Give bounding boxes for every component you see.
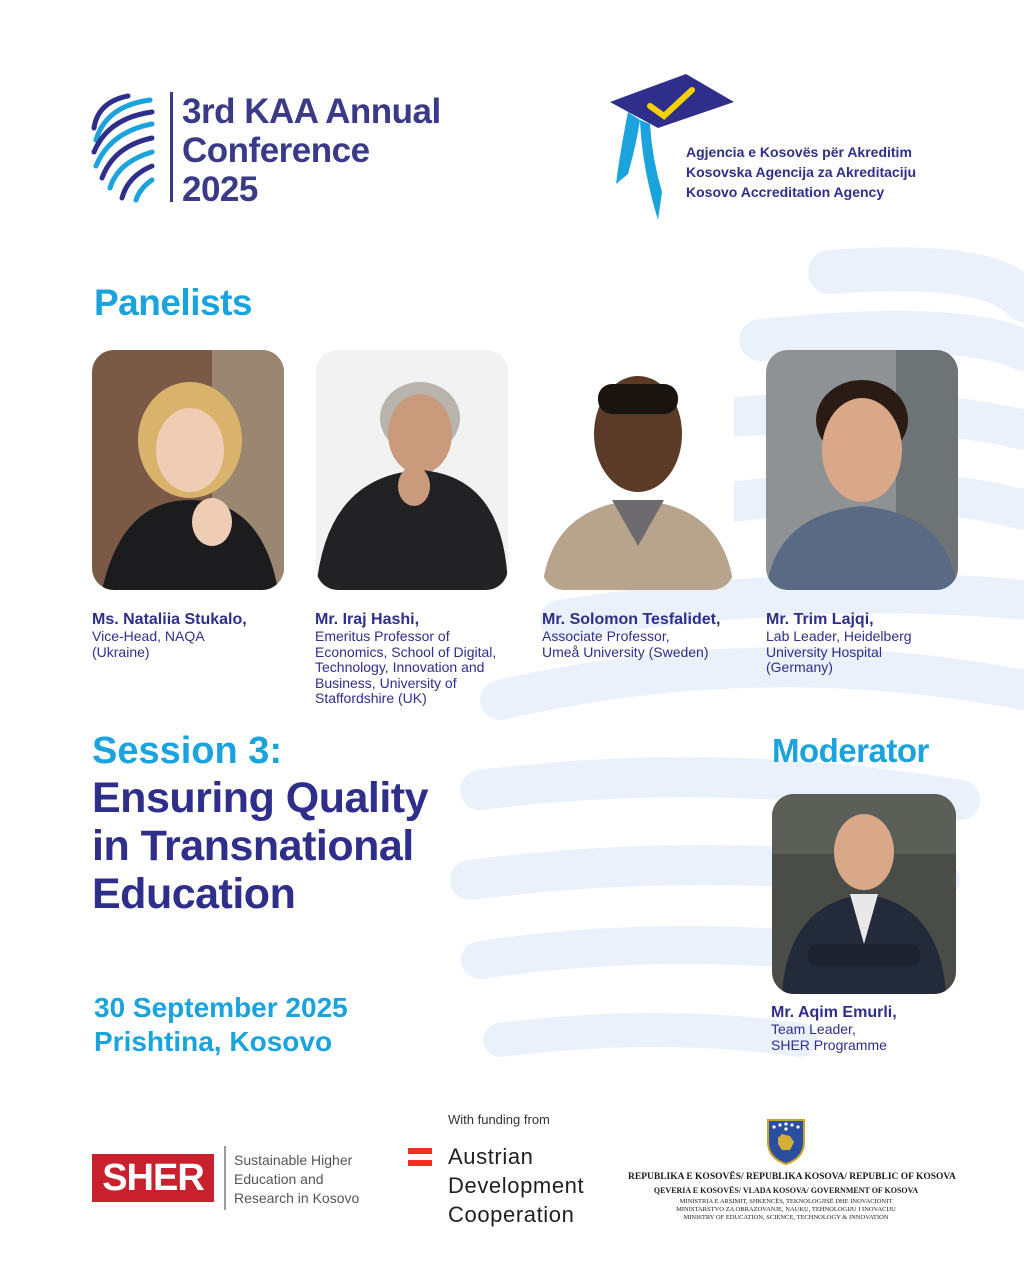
conference-title-divider [170,92,173,202]
panelist-photo [316,350,508,590]
panelist-role-line: Lab Leader, Heidelberg [766,628,912,644]
government-text-block [628,1170,956,1222]
funding-label: With funding from [448,1112,550,1127]
sher-tagline-line: Research in Kosovo [234,1190,360,1206]
gov-line-ministry: MINISTRIA E ARSIMIT, SHKENCËS, TEKNOLOGJISË DHE INOVACIONIT [679,1198,893,1205]
panelist-card [92,611,247,660]
sher-logo: SHER [92,1154,214,1202]
panelist-role [315,629,496,707]
session-label: Session 3: [92,730,283,772]
panelist-name: Ms. Nataliia Stukalo, [92,611,247,628]
panelist-card [542,611,720,660]
gov-line-republic: REPUBLIKA E KOSOVËS/ REPUBLIKA KOSOVA/ REPUBLIC OF KOSOVA [628,1172,956,1182]
moderator-role [771,1022,897,1053]
gov-line-ministry: MINISTARSTVO ZA OBRAZOVANJE, NAUKU, TEHNOLOGIJU I INOVACIJU [676,1206,896,1213]
event-place: Prishtina, Kosovo [94,1026,333,1057]
panelist-photo [92,350,284,590]
panelist-role-line: Vice-Head, NAQA [92,628,205,644]
agency-name-english: Kosovo Accreditation Agency [686,184,885,200]
panelist-role [92,629,247,660]
panelist-photo [542,350,734,590]
ada-logo-text [448,1142,584,1229]
moderator-role-line: Team Leader, [771,1021,856,1037]
sher-tagline-line: Education and [234,1171,324,1187]
moderator-photo [772,794,956,994]
conference-title-line: Conference [182,131,370,170]
ada-line: Austrian [448,1144,534,1169]
conference-title-line: 2025 [182,170,258,209]
moderator-card [771,1004,897,1053]
panelist-role-line: Umeå University (Sweden) [542,643,709,660]
event-date: 30 September 2025 [94,992,348,1023]
session-title-line: in Transnational [92,822,414,870]
conference-globe-logo [88,88,168,208]
session-title [92,774,428,918]
session-title-line: Ensuring Quality [92,774,429,822]
panelist-role-line: Emeritus Professor of [315,628,450,644]
ada-line: Cooperation [448,1202,575,1227]
kosovo-coat-of-arms-icon [764,1116,808,1166]
ada-line: Development [448,1173,585,1198]
panelists-heading: Panelists [94,282,252,323]
agency-name-serbian: Kosovska Agencija za Akreditaciju [686,164,917,180]
panelist-role-line: Economics, School of Digital, [315,643,497,660]
agency-names [686,142,916,202]
panelist-role-line: University Hospital [766,643,882,660]
panelist-name: Mr. Trim Lajqi, [766,611,874,628]
moderator-role-line: SHER Programme [771,1036,887,1053]
panelist-role-line: Technology, Innovation and [315,659,485,675]
panelist-role-line: Staffordshire (UK) [315,690,427,706]
panelist-name: Mr. Solomon Tesfalidet, [542,611,721,628]
conference-title-line: 3rd KAA Annual [182,92,441,131]
sher-divider [224,1146,226,1210]
gov-line-government: QEVERIA E KOSOVËS/ VLADA KOSOVA/ GOVERNMENT OF KOSOVA [653,1186,919,1195]
panelist-role [542,629,720,660]
panelist-photo [766,350,958,590]
panelist-role-line: Business, University of [315,674,457,691]
panelist-card [315,611,496,707]
session-title-line: Education [92,870,296,918]
panelist-name: Mr. Iraj Hashi, [315,611,420,628]
conference-title [182,92,441,209]
agency-name-albanian: Agjencia e Kosovës për Akreditim [686,144,912,160]
panelist-role-line: (Ukraine) [92,643,150,660]
panelist-card [766,611,912,676]
panelist-role-line: Associate Professor, [542,628,670,644]
panelist-role [766,629,912,676]
moderator-name: Mr. Aqim Emurli, [771,1004,897,1021]
moderator-heading: Moderator [772,732,929,769]
sher-tagline [234,1151,359,1208]
sher-tagline-line: Sustainable Higher [234,1152,353,1168]
panelist-role-line: (Germany) [766,659,833,675]
gov-line-ministry: MINISTRY OF EDUCATION, SCIENCE, TECHNOLOGY & INNOVATION [683,1214,889,1221]
austria-flag-icon [408,1148,432,1166]
